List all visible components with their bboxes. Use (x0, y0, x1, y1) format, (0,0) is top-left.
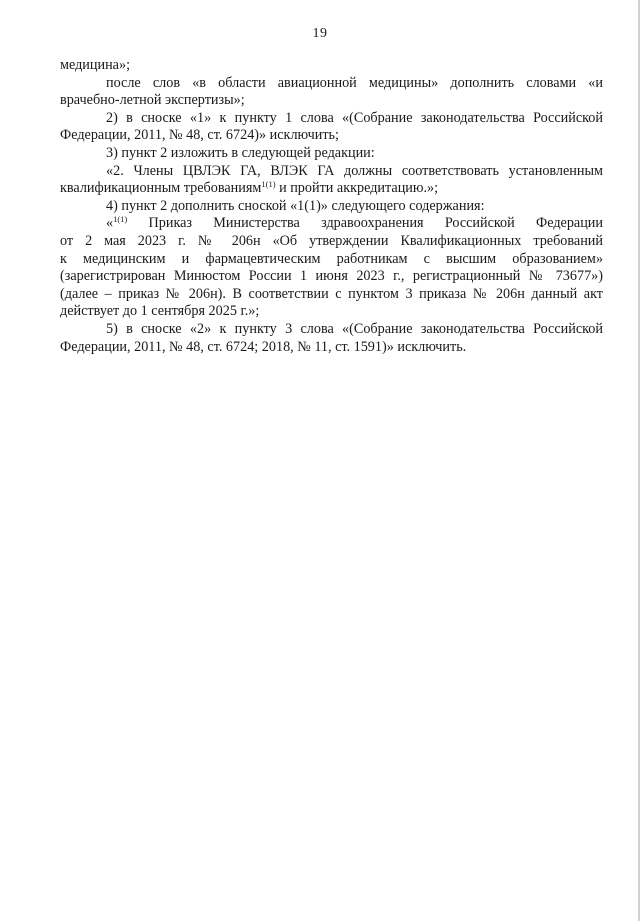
document-body (60, 57, 603, 356)
footnote-marker: 1(1) (113, 215, 128, 225)
text-line (60, 215, 603, 233)
text-fragment: квалификационным требованиям (60, 180, 262, 197)
text-line: действует до 1 сентября 2025 г.»; (60, 303, 260, 320)
text-line: врачебно-летной экспертизы»; (60, 92, 245, 109)
page-number: 19 (312, 26, 328, 41)
text-line: 4) пункт 2 дополнить сноской «1(1)» следующего содержания: (106, 197, 485, 214)
text-fragment: Приказ Министерства здравоохранения Российской Федерации (127, 215, 603, 232)
text-line: медицина»; (60, 57, 131, 73)
text-line: (зарегистрирован Минюстом России 1 июня 2023 г., регистрационный № 73677») (60, 268, 603, 285)
text-line: 5) в сноске «2» к пункту 3 слова «(Собрание законодательства Российской (106, 320, 603, 337)
text-line: после слов «в области авиационной медицины» дополнить словами «и (106, 74, 603, 91)
text-line: Федерации, 2011, № 48, ст. 6724)» исключить; (60, 127, 339, 144)
text-line: «2. Члены ЦВЛЭК ГА, ВЛЭК ГА должны соответствовать установленным (106, 162, 603, 179)
text-fragment: « (106, 215, 114, 232)
text-line: 3) пункт 2 изложить в следующей редакции: (106, 144, 375, 161)
text-line: 2) в сноске «1» к пункту 1 слова «(Собрание законодательства Российской (106, 109, 603, 126)
text-fragment: и пройти аккредитацию.»; (275, 180, 439, 197)
footnote-marker: 1(1) (261, 179, 276, 190)
text-line: (далее – приказ № 206н). В соответствии с пунктом 3 приказа № 206н данный акт (60, 285, 603, 302)
text-line: от 2 мая 2023 г. № 206н «Об утверждении Квалификационных требований (60, 232, 603, 249)
text-line: Федерации, 2011, № 48, ст. 6724; 2018, № 11, ст. 1591)» исключить. (60, 338, 467, 355)
text-line (60, 180, 603, 198)
text-line: к медицинским и фармацевтическим работникам с высшим образованием» (60, 250, 603, 267)
